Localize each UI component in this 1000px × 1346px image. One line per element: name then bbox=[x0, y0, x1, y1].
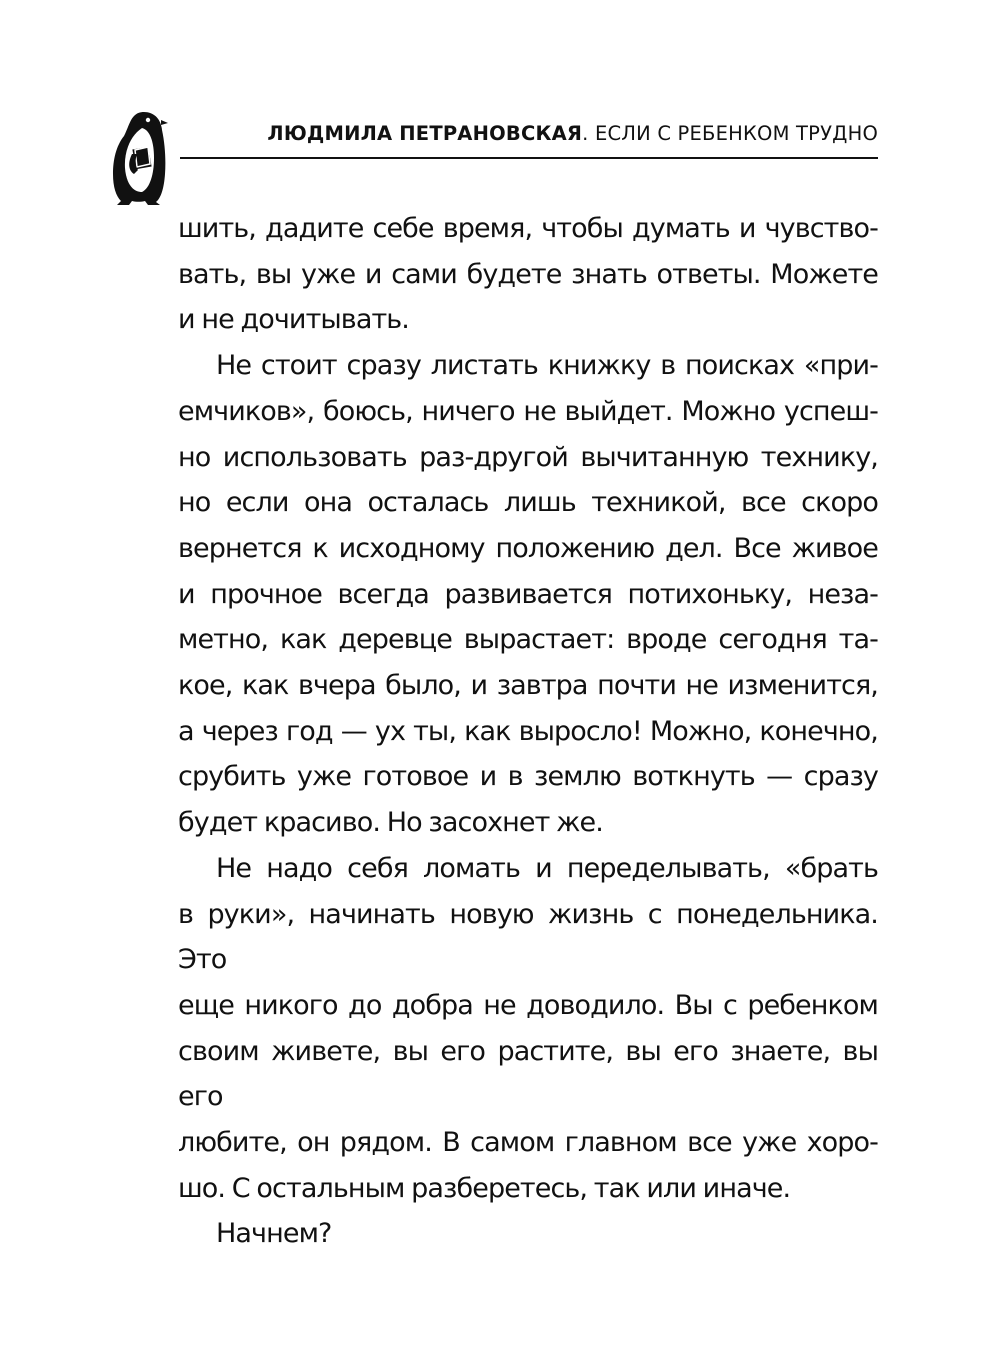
body-line: Не стоит сразу листать книжку в поисках «при- bbox=[216, 350, 878, 382]
body-line: любите, он рядом. В самом главном все уже хоро- bbox=[178, 1127, 878, 1159]
body-line: в руки», начинать новую жизнь с понедельника. Это bbox=[178, 898, 878, 976]
header-separator: . bbox=[582, 122, 595, 145]
body-text bbox=[178, 206, 878, 1257]
penguin-icon bbox=[108, 108, 168, 208]
header-book-title: ЕСЛИ С РЕБЕНКОМ ТРУДНО bbox=[594, 122, 878, 145]
body-line: еще никого до добра не доводило. Вы с ребенком bbox=[178, 989, 878, 1021]
body-line: кое, как вчера было, и завтра почти не изменится, bbox=[178, 670, 878, 702]
body-line: шо. С остальным разберетесь, так или иначе. bbox=[178, 1172, 791, 1204]
body-line: Начнем? bbox=[216, 1218, 332, 1250]
body-line: шить, дадите себе время, чтобы думать и чувство- bbox=[178, 213, 878, 244]
body-line: и не дочитывать. bbox=[178, 304, 409, 336]
body-line: но если она осталась лишь техникой, все скоро bbox=[178, 487, 878, 519]
body-line: вать, вы уже и сами будете знать ответы. Можете bbox=[178, 258, 878, 290]
header-rule bbox=[180, 157, 878, 159]
body-line: метно, как деревце вырастает: вроде сегодня та- bbox=[178, 624, 878, 656]
body-line: а через год — ух ты, как выросло! Можно, конечно, bbox=[178, 715, 878, 747]
body-line: будет красиво. Но засохнет же. bbox=[178, 807, 603, 839]
body-line: Не надо себя ломать и переделывать, «брать bbox=[216, 852, 878, 884]
header-author: ЛЮДМИЛА ПЕТРАНОВСКАЯ bbox=[267, 122, 583, 145]
body-line: вернется к исходному положению дел. Все живое bbox=[178, 532, 878, 564]
running-header bbox=[180, 118, 878, 150]
body-line: срубить уже готовое и в землю воткнуть — сразу bbox=[178, 761, 878, 793]
body-line: своим живете, вы его растите, вы его знаете, вы его bbox=[178, 1035, 878, 1113]
body-line: но использовать раз-другой вычитанную технику, bbox=[178, 441, 878, 473]
body-line: и прочное всегда развивается потихоньку, неза- bbox=[178, 578, 878, 610]
body-line: емчиков», боюсь, ничего не выйдет. Можно успеш- bbox=[178, 395, 878, 427]
